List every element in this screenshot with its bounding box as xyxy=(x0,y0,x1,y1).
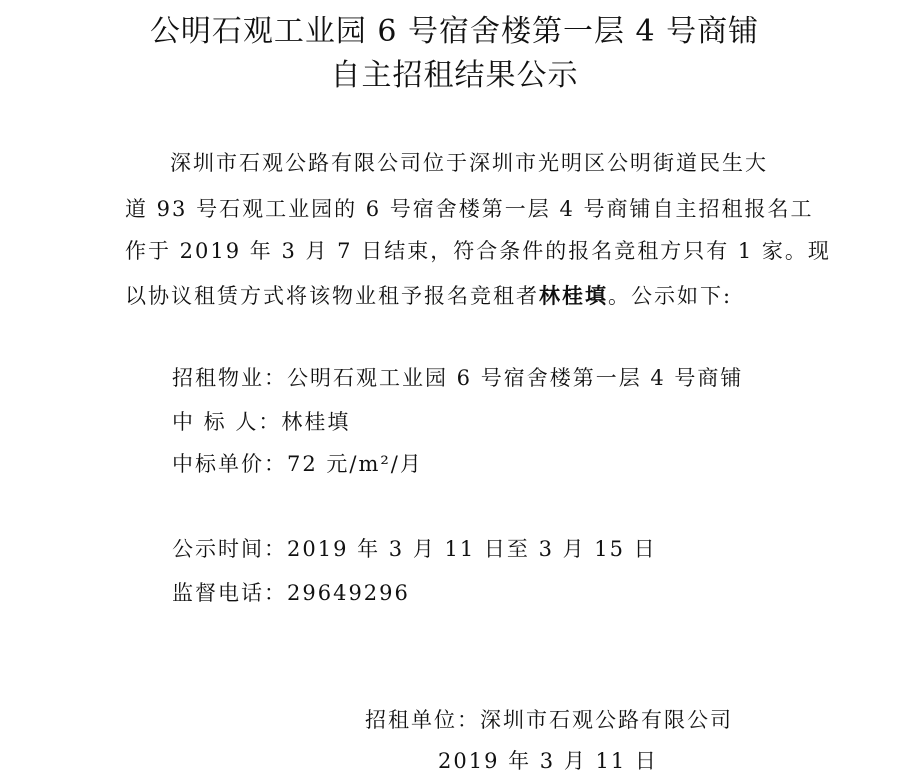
price-row xyxy=(172,451,423,477)
property-row xyxy=(172,365,743,391)
signature-date: 2019 年 3 月 11 日 xyxy=(438,749,658,773)
body-line-4-suffix: 。公示如下: xyxy=(608,284,733,308)
winner-label: 中 标 人： xyxy=(172,410,282,434)
signature-org: 招租单位：深圳市石观公路有限公司 xyxy=(365,708,733,732)
winner-value: 林桂填 xyxy=(281,410,351,434)
body-line-3: 作于 2019 年 3 月 7 日结束，符合条件的报名竞租方只有 1 家。现 xyxy=(125,239,831,263)
period-label: 公示时间： xyxy=(172,537,287,561)
period-row xyxy=(172,536,657,562)
winner-name-bold: 林桂填 xyxy=(539,283,608,308)
document-title-line-2: 自主招租结果公示 xyxy=(330,58,579,93)
price-value: 72 元/m²/月 xyxy=(287,452,423,476)
phone-value: 29649296 xyxy=(287,581,410,605)
body-line-1: 深圳市石观公路有限公司位于深圳市光明区公明街道民生大 xyxy=(170,151,768,175)
period-value: 2019 年 3 月 11 日至 3 月 15 日 xyxy=(287,537,657,561)
document-title-line-1: 公明石观工业园 6 号宿舍楼第一层 4 号商铺 xyxy=(149,14,760,49)
phone-row xyxy=(172,580,410,606)
price-label: 中标单价： xyxy=(172,452,287,476)
body-line-4 xyxy=(125,283,732,309)
property-label: 招租物业： xyxy=(172,366,287,390)
phone-label: 监督电话： xyxy=(172,581,287,605)
body-line-4-prefix: 以协议租赁方式将该物业租予报名竞租者 xyxy=(125,284,539,308)
winner-row xyxy=(172,409,350,435)
body-line-2: 道 93 号石观工业园的 6 号宿舍楼第一层 4 号商铺自主招租报名工 xyxy=(125,197,814,221)
property-value: 公明石观工业园 6 号宿舍楼第一层 4 号商铺 xyxy=(287,366,744,390)
